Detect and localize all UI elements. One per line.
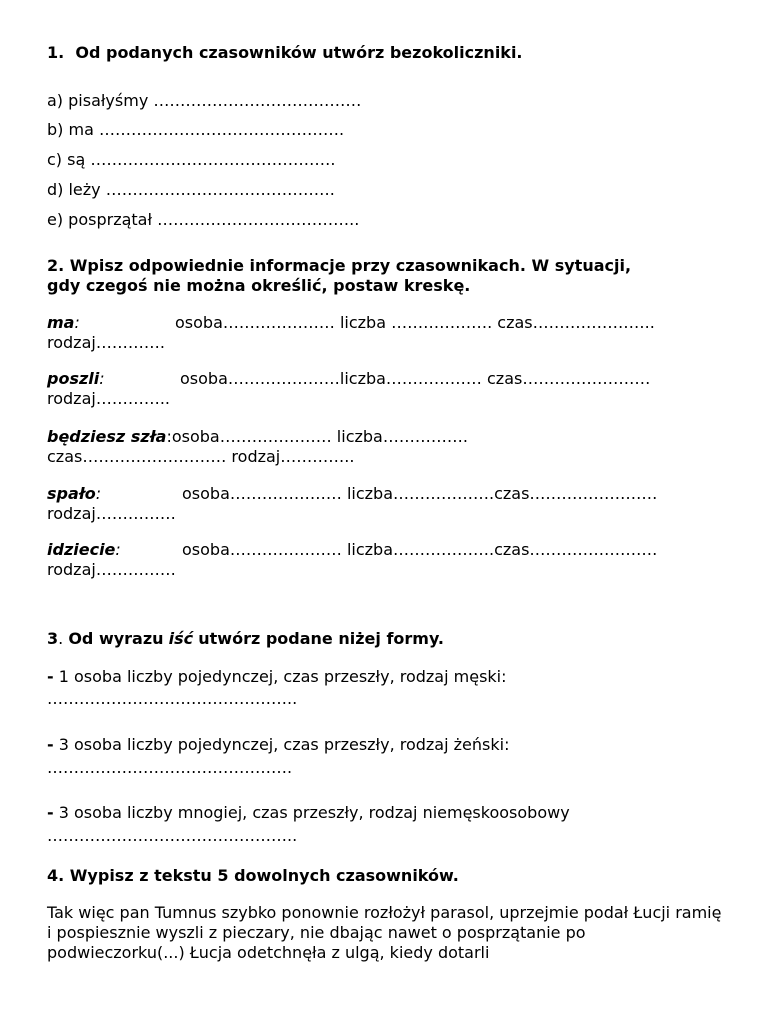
- verb-fields-line2: rodzaj……………: [47, 504, 176, 523]
- verb-fields-line1: osoba………………… liczba ………………. czas…………………..: [175, 313, 655, 332]
- verb-label: będziesz szła: [47, 427, 167, 446]
- verb-label: spało: [47, 484, 96, 503]
- verb-fields-line2: rodzaj…………..: [47, 389, 170, 408]
- item-text: 3 osoba liczby pojedynczej, czas przeszły, rodzaj żeński:: [58, 735, 510, 754]
- verb-fields-line1: osoba………………… liczba……………….czas……………………: [182, 484, 658, 503]
- exercise-3-dot: .: [58, 629, 64, 648]
- verb-fields-line2: rodzaj……………: [47, 560, 176, 579]
- exercise-4-title: 4. Wypisz z tekstu 5 dowolnych czasowników.: [47, 866, 459, 885]
- exercise-2-title-line2: gdy czegoś nie można określić, postaw kreskę.: [47, 276, 471, 295]
- item-dash: -: [47, 667, 54, 686]
- verb-label: ma: [47, 313, 75, 332]
- exercise-1-item-e: e) posprzątał ………………………………..: [47, 210, 360, 229]
- verb-colon: :: [115, 540, 121, 559]
- exercise-3-answer-line-1: ………………………………………..: [47, 689, 298, 708]
- verb-fields-line1: osoba…………………liczba……………… czas……………………: [180, 369, 651, 388]
- verb-fields-line1: osoba………………… liczba……………….czas……………………: [182, 540, 658, 559]
- exercise-1-item-a: a) pisałyśmy …………………………………: [47, 91, 362, 110]
- verb-fields-line2: czas……………………… rodzaj…………..: [47, 447, 355, 466]
- exercise-1-title: Od podanych czasowników utwórz bezokoliczniki.: [75, 43, 523, 62]
- exercise-4-text: Tak więc pan Tumnus szybko ponownie rozłożył parasol, uprzejmie podał Łucji ramię i pospiesznie wyszli z pieczary, nie dbając nawet o posprzątanie po podwieczorku(...) Łucja odetchnęła z ulgą, kiedy dotarli: [47, 903, 722, 962]
- exercise-2-title-line1: 2. Wpisz odpowiednie informacje przy czasownikach. W sytuacji,: [47, 256, 632, 275]
- verb-colon: :: [74, 313, 80, 332]
- item-dash: -: [47, 803, 54, 822]
- exercise-3-title-post: utwórz podane niżej formy.: [198, 629, 444, 648]
- verb-fields-line2: rodzaj………….: [47, 333, 165, 352]
- verb-colon: :: [95, 484, 102, 503]
- exercise-1-item-c: c) są ……………………………………….: [47, 150, 336, 169]
- verb-colon-fields: :osoba………………… liczba…………….: [166, 427, 468, 446]
- item-dash: -: [47, 735, 54, 754]
- exercise-1-heading: [47, 43, 523, 63]
- verb-label: idziecie: [47, 540, 116, 559]
- exercise-3-title-pre: Od wyrazu: [68, 629, 164, 648]
- verb-label: poszli: [47, 369, 100, 388]
- exercise-3-item-2: [47, 735, 509, 755]
- exercise-3-heading: [47, 629, 444, 649]
- exercise-3-item-1: [47, 667, 507, 687]
- exercise-3-word: iść: [168, 629, 194, 648]
- item-text: 3 osoba liczby mnogiej, czas przeszły, rodzaj niemęskoosobowy: [58, 803, 570, 822]
- exercise-3-answer-line-3: ………………………………………..: [47, 826, 298, 845]
- exercise-3-number: 3: [47, 629, 59, 648]
- exercise-1-number: 1.: [47, 43, 65, 62]
- exercise-3-item-3: [47, 803, 570, 823]
- exercise-3-answer-line-2: ……………………………………….: [47, 758, 293, 777]
- verb-colon: :: [99, 369, 105, 388]
- item-text: 1 osoba liczby pojedynczej, czas przeszły, rodzaj męski:: [58, 667, 507, 686]
- exercise-1-item-b: b) ma ……………………………………….: [47, 120, 345, 139]
- exercise-1-item-d: d) leży …………………………………….: [47, 180, 335, 199]
